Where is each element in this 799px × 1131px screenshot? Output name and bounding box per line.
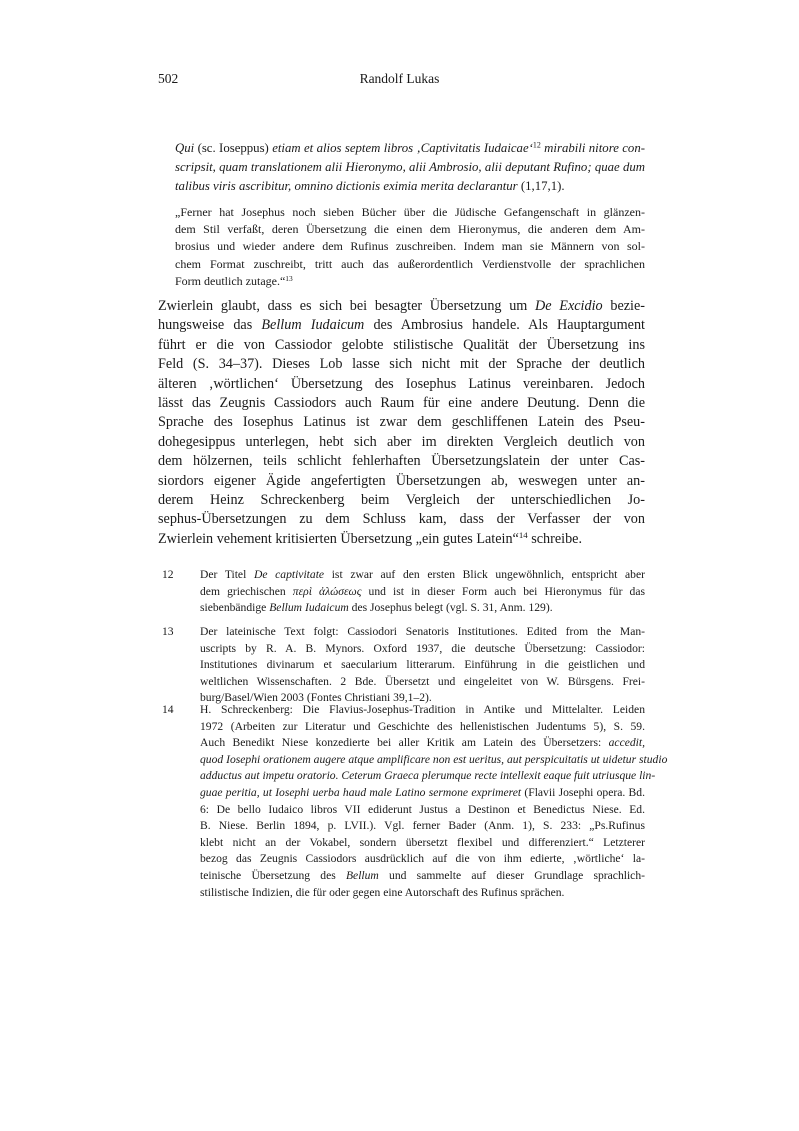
italic-text: Qui bbox=[175, 141, 195, 155]
text-segment: 1972 (Arbeiten zur Literatur und Geschichte des hellenistischen Judentums 5), S. 59. bbox=[200, 719, 645, 733]
text-segment: (sc. Ioseppus) bbox=[194, 141, 273, 155]
text-segment: bezie- bbox=[602, 298, 645, 314]
text-segment: siordors eigener Ägide angefertigten Übersetzungen ab, weswegen unter an- bbox=[158, 472, 645, 489]
text-segment: Der Titel bbox=[200, 568, 254, 581]
footnote-reference: 14 bbox=[518, 529, 528, 540]
text-line bbox=[175, 139, 645, 158]
text-segment: sephus-Übersetzungen zu dem Schluss kam, dass der Verfasser der von bbox=[158, 511, 645, 528]
text-line bbox=[158, 472, 645, 491]
text-segment: weltlichen Wissenschaften. 2 Bde. Übersetzt und eingeleitet von W. Bürsgens. Frei- bbox=[200, 674, 645, 688]
text-segment: dohegesippus unterlegen, hebt sich aber im direkten Vergleich deutlich von bbox=[158, 433, 645, 450]
text-line bbox=[200, 624, 645, 641]
text-segment: B. Niese. Berlin 1894, p. LVII.). Vgl. ferner Bader (Anm. 1), S. 233: „Ps.Rufinus bbox=[200, 819, 645, 833]
german-translation-quotation bbox=[175, 204, 645, 290]
italic-text: adductus aut impetu oratorio. Ceterum Graeca plerumque recte intellexit eaque fuit utriusque lin- bbox=[200, 769, 656, 783]
text-segment: führt er die von Cassiodor gelobte stilistische Qualität der Übersetzung ins bbox=[158, 336, 645, 353]
text-line bbox=[200, 735, 645, 752]
italic-text: talibus viris ascribitur, omnino dictionis eximia merita declarantur bbox=[175, 179, 518, 193]
text-segment: 6: De bello Iudaico libros VII ediderunt Justus a Destinon et Benedictus Niese. Ed. bbox=[200, 802, 645, 816]
footnote-text bbox=[200, 567, 645, 617]
text-segment: stilistische Indizien, die für oder gegen eine Autorschaft des Rufinus sprächen. bbox=[200, 885, 565, 899]
text-segment: derem Heinz Schreckenberg beim Vergleich der unterschiedlichen Jo- bbox=[158, 491, 645, 508]
text-line bbox=[200, 674, 645, 691]
text-segment: Zwierlein vehement kritisierten Übersetzung „ein gutes Latein“ bbox=[158, 530, 519, 547]
text-line bbox=[175, 256, 645, 273]
text-segment: Sprache des Iosephus Latinus ist zwar dem geschliffenen Latein des Pseu- bbox=[158, 414, 645, 431]
text-line bbox=[175, 238, 645, 255]
italic-text: Bellum Iudaicum bbox=[269, 601, 349, 615]
text-line bbox=[200, 584, 645, 601]
text-line bbox=[158, 452, 645, 471]
footnote-number: 13 bbox=[162, 625, 174, 638]
text-segment: Institutiones divinarum et saecularium litterarum. Einführung in die geistlichen und bbox=[200, 658, 645, 672]
text-segment: dem Stil verfaßt, deren Übersetzung die einen dem Hieronymus, die anderen dem Am- bbox=[175, 222, 645, 237]
text-line bbox=[200, 818, 645, 835]
text-line bbox=[200, 752, 668, 769]
text-line bbox=[200, 885, 645, 902]
text-segment: Der lateinische Text folgt: Cassiodori Senatoris Institutiones. Edited from the Man- bbox=[200, 625, 645, 638]
text-line bbox=[200, 600, 645, 617]
text-segment: brosius und wieder andere dem Rufinus zuschreiben. Indem man sie Männern von sol- bbox=[175, 239, 645, 254]
text-segment: „Ferner hat Josephus noch sieben Bücher über die Jüdische Gefangenschaft in glänzen- bbox=[175, 205, 645, 219]
text-segment: älteren ‚wörtlichen‘ Übersetzung des Iosephus Latinus vereinbaren. Jedoch bbox=[158, 375, 645, 392]
text-segment: Zwierlein glaubt, dass es sich bei besagter Übersetzung um bbox=[158, 298, 536, 314]
text-line bbox=[158, 355, 645, 374]
text-segment: des Josephus belegt (vgl. S. 31, Anm. 129). bbox=[348, 601, 553, 615]
text-line bbox=[158, 297, 645, 316]
italic-text: etiam et alios septem libros ‚Captivitatis Iudaicae‘ bbox=[272, 141, 533, 155]
text-line bbox=[200, 802, 645, 819]
text-segment: (1,17,1). bbox=[517, 179, 565, 193]
italic-text: De Excidio bbox=[535, 298, 603, 314]
text-line bbox=[175, 177, 645, 196]
text-line bbox=[200, 719, 645, 736]
text-line bbox=[200, 702, 645, 719]
text-line bbox=[158, 394, 645, 413]
footnote-text bbox=[200, 702, 668, 901]
italic-text: Bellum Iudaicum bbox=[261, 317, 365, 334]
text-line bbox=[200, 835, 645, 852]
text-line bbox=[158, 530, 645, 549]
text-line bbox=[158, 375, 645, 394]
text-line bbox=[200, 868, 645, 885]
text-segment: uscripts by R. A. B. Mynors. Oxford 1937, die deutsche Übersetzung: Cassiodor: bbox=[200, 641, 645, 655]
text-segment: des Ambrosius handele. Als Hauptargument bbox=[364, 317, 645, 334]
text-line bbox=[175, 204, 645, 221]
text-line bbox=[158, 433, 645, 452]
text-line bbox=[158, 336, 645, 355]
italic-text: περὶ ἁλώσεως bbox=[292, 584, 362, 598]
text-segment: (Flavii Josephi opera. Bd. bbox=[521, 785, 645, 799]
text-segment: und sammelte auf dieser Grundlage sprachlich- bbox=[378, 868, 645, 882]
footnote-number: 14 bbox=[162, 703, 174, 716]
latin-quotation bbox=[175, 139, 645, 196]
italic-text: De captivitate bbox=[253, 568, 325, 581]
text-segment: chem Format zuschreibt, tritt auch das außerordentlich Verdienstvolle der sprachlichen bbox=[175, 256, 645, 271]
text-segment: hungsweise das bbox=[158, 317, 262, 334]
text-line bbox=[175, 158, 645, 177]
text-segment: lässt das Zeugnis Cassiodors auch Raum für eine andere Deutung. Denn die bbox=[158, 394, 645, 411]
text-segment: ist zwar auf den ersten Blick ungewöhnlich, entspricht aber bbox=[324, 568, 645, 581]
running-head: Randolf Lukas bbox=[359, 71, 440, 86]
page-number: 502 bbox=[158, 71, 179, 86]
text-segment: schreibe. bbox=[527, 530, 583, 547]
italic-text: quod Iosephi orationem augere atque amplificare non est ueritus, aut perspicuitatis ut uidetur studio bbox=[200, 752, 668, 766]
text-line bbox=[158, 510, 645, 529]
text-line bbox=[200, 641, 645, 658]
text-segment: Auch Benedikt Niese konzedierte bei aller Kritik am Latein des Übersetzers: bbox=[200, 736, 609, 750]
text-line bbox=[200, 768, 656, 785]
footnote-reference: 12 bbox=[532, 140, 541, 150]
text-segment: burg/Basel/Wien 2003 (Fontes Christiani 39,1–2). bbox=[200, 691, 432, 705]
text-line bbox=[200, 567, 645, 584]
footnote-number: 12 bbox=[162, 568, 174, 581]
text-line bbox=[158, 413, 645, 432]
italic-text: scripsit, quam translationem alii Hieronymo, alii Ambrosio, alii deputant Rufino; quae dum bbox=[175, 160, 645, 174]
text-segment: siebenbändige bbox=[200, 601, 270, 615]
text-segment: und ist in dieser Form auch bei Hieronymus für das bbox=[361, 584, 646, 598]
footnote-reference: 13 bbox=[285, 273, 293, 283]
text-line bbox=[200, 851, 645, 868]
italic-text: Bellum bbox=[345, 868, 379, 882]
italic-text: accedit, bbox=[608, 736, 645, 750]
text-segment: bezog das Zeugnis Cassiodors ausdrücklich auf die von ihm edierte, ‚wörtliche‘ la- bbox=[200, 852, 645, 866]
text-line bbox=[158, 491, 645, 510]
italic-text: guae peritia, ut Iosephi uerba haud male Latino sermone exprimeret bbox=[200, 785, 522, 799]
text-segment: dem hölzernen, teils schlicht fehlerhaften Übersetzungslatein der unter Cas- bbox=[158, 453, 645, 470]
italic-text: mirabili nitore con- bbox=[540, 141, 645, 155]
text-line bbox=[200, 657, 645, 674]
body-paragraph bbox=[158, 297, 645, 549]
text-segment: teinische Übersetzung des bbox=[200, 868, 346, 882]
text-segment: dem griechischen bbox=[200, 584, 293, 598]
text-line bbox=[200, 785, 645, 802]
text-line bbox=[175, 221, 645, 238]
footnote-text bbox=[200, 624, 645, 707]
text-line bbox=[158, 316, 645, 335]
text-segment: Feld (S. 34–37). Dieses Lob lasse sich nicht mit der Sprache der deutlich bbox=[158, 356, 645, 373]
text-line bbox=[175, 273, 645, 290]
text-segment: klebt nicht an der Vokabel, sondern übersetzt flexibel und differenziert.“ Letzterer bbox=[200, 835, 645, 849]
text-segment: H. Schreckenberg: Die Flavius-Josephus-Tradition in Antike und Mittelalter. Leiden bbox=[200, 703, 645, 716]
text-segment: Form deutlich zutage.“ bbox=[175, 273, 286, 288]
